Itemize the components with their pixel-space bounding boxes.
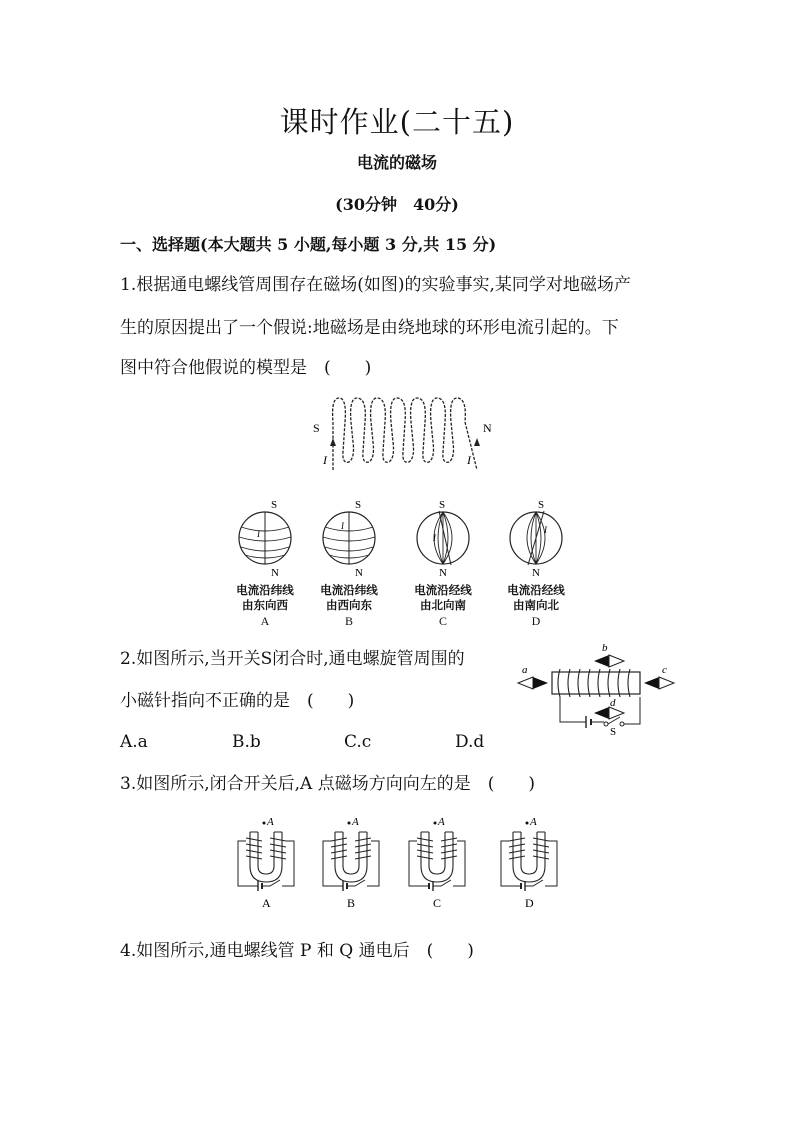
q1-caption-c: 电流沿经线 由北向南 (414, 583, 472, 612)
svg-text:a: a (522, 664, 528, 676)
svg-text:C: C (433, 896, 442, 910)
lesson-subtitle: 电流的磁场 (356, 153, 437, 172)
svg-text:A: A (262, 896, 271, 910)
svg-text:A: A (438, 816, 445, 828)
q1-label-n: N (483, 421, 492, 435)
q1-globe-d (504, 497, 568, 579)
svg-text:S: S (355, 499, 362, 511)
svg-text:I: I (544, 525, 547, 535)
q1-caption-b: 电流沿纬线 由西向东 (320, 583, 378, 612)
q1-option-a[interactable]: A (260, 614, 270, 628)
q1-globe-c (411, 497, 475, 579)
svg-text:I: I (257, 529, 260, 539)
q3-figure-c (405, 814, 469, 910)
svg-text:A: A (267, 816, 274, 828)
q2-option-d[interactable]: D.d (455, 732, 485, 752)
q1-label-s: S (313, 421, 320, 435)
svg-text:B: B (347, 896, 356, 910)
svg-text:S: S (439, 499, 446, 511)
q2-solenoid-figure (516, 640, 702, 736)
q1-line3: 图中符合他假说的模型是 ( ) (120, 358, 372, 378)
q1-label-i-left: I (323, 453, 327, 467)
svg-text:I: I (341, 521, 344, 531)
q2-option-a[interactable]: A.a (120, 732, 148, 752)
svg-text:N: N (532, 567, 540, 579)
svg-text:N: N (439, 567, 447, 579)
q1-globe-b (317, 497, 381, 579)
q1-option-b[interactable]: B (344, 614, 353, 628)
q3-figure-d (497, 814, 561, 910)
q3-line1: 3.如图所示,闭合开关后,A 点磁场方向向左的是 ( ) (120, 774, 535, 794)
svg-text:S: S (538, 499, 545, 511)
q1-globe-a (233, 497, 297, 579)
q1-solenoid-figure (305, 392, 505, 474)
q2-line2: 小磁针指向不正确的是 ( ) (120, 691, 355, 711)
q1-line2: 生的原因提出了一个假说:地磁场是由绕地球的环形电流引起的。下 (120, 318, 619, 338)
page-title: 课时作业(二十五) (279, 105, 515, 139)
svg-text:b: b (602, 642, 608, 654)
q1-line1: 1.根据通电螺线管周围存在磁场(如图)的实验事实,某同学对地磁场产 (120, 275, 631, 295)
svg-text:d: d (610, 697, 616, 709)
q1-label-i-right: I (467, 453, 471, 467)
q2-option-b[interactable]: B.b (232, 732, 261, 752)
svg-text:c: c (662, 664, 667, 676)
svg-text:N: N (355, 567, 363, 579)
q2-line1: 2.如图所示,当开关S闭合时,通电螺旋管周围的 (120, 649, 465, 669)
q4-line1: 4.如图所示,通电螺线管 P 和 Q 通电后 ( ) (120, 941, 474, 961)
q1-caption-d: 电流沿经线 由南向北 (507, 583, 565, 612)
q3-figure-b (319, 814, 383, 910)
q1-caption-a: 电流沿纬线 由东向西 (236, 583, 294, 612)
q1-option-c[interactable]: C (438, 614, 447, 628)
svg-text:S: S (271, 499, 278, 511)
svg-text:A: A (530, 816, 537, 828)
q3-figure-a (234, 814, 298, 910)
svg-text:I: I (433, 533, 436, 543)
svg-text:S: S (610, 726, 617, 736)
section-heading: 一、选择题(本大题共 5 小题,每小题 3 分,共 15 分) (120, 235, 497, 254)
time-score: (30分钟 40分) (335, 195, 459, 214)
q2-option-c[interactable]: C.c (344, 732, 372, 752)
q1-option-d[interactable]: D (531, 614, 541, 628)
svg-text:A: A (352, 816, 359, 828)
svg-text:D: D (525, 896, 534, 910)
svg-text:N: N (271, 567, 279, 579)
